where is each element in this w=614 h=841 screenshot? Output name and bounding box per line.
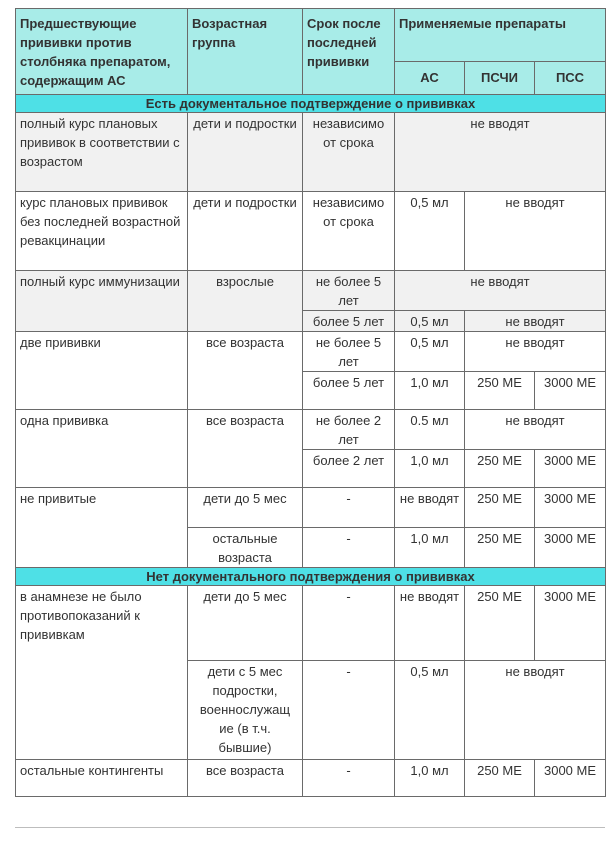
- cell-pss: 3000 МЕ: [535, 760, 606, 797]
- section-documented: Есть документальное подтверждение о прививках: [16, 95, 606, 113]
- header-pschi: ПСЧИ: [465, 62, 535, 95]
- cell-ac: 0.5 мл: [395, 410, 465, 450]
- cell-pschi: 250 МЕ: [465, 586, 535, 661]
- cell-ac: 0,5 мл: [395, 661, 465, 760]
- cell-pss: 3000 МЕ: [535, 528, 606, 568]
- cell-previous: две прививки: [16, 332, 188, 410]
- cell-previous: полный курс плановых прививок в соответствии с возрастом: [16, 113, 188, 192]
- header-drugs-used: Применяемые препараты: [395, 9, 606, 62]
- cell-ac: 0,5 мл: [395, 311, 465, 332]
- cell-term: более 5 лет: [303, 311, 395, 332]
- header-age-group: Возрастная группа: [188, 9, 303, 95]
- cell-term: не более 5 лет: [303, 332, 395, 372]
- table-row: [16, 488, 606, 528]
- cell-drugs: не вводят: [465, 332, 606, 372]
- cell-term: более 2 лет: [303, 450, 395, 488]
- cell-ac: не вводят: [395, 488, 465, 528]
- cell-term: -: [303, 661, 395, 760]
- cell-age: дети до 5 мес: [188, 488, 303, 528]
- cell-pss: 3000 МЕ: [535, 488, 606, 528]
- cell-term: более 5 лет: [303, 372, 395, 410]
- cell-ac: 1,0 мл: [395, 450, 465, 488]
- cell-term: не более 2 лет: [303, 410, 395, 450]
- cell-previous: остальные контингенты: [16, 760, 188, 797]
- table-row: [16, 113, 606, 192]
- section-undocumented: Нет документального подтверждения о прививках: [16, 568, 606, 586]
- cell-term: не более 5 лет: [303, 271, 395, 311]
- cell-pschi: 250 МЕ: [465, 450, 535, 488]
- cell-age: взрослые: [188, 271, 303, 332]
- cell-ac: 1,0 мл: [395, 760, 465, 797]
- cell-pss: 3000 МЕ: [535, 586, 606, 661]
- cell-age: все возраста: [188, 332, 303, 410]
- cell-age: остальные возраста: [188, 528, 303, 568]
- cell-term: -: [303, 488, 395, 528]
- table-row: [16, 332, 606, 372]
- header-time-since-last: Срок после последней прививки: [303, 9, 395, 95]
- header-pss: ПСС: [535, 62, 606, 95]
- table-row: [16, 760, 606, 797]
- cell-drugs: не вводят: [395, 271, 606, 311]
- cell-previous: полный курс иммунизации: [16, 271, 188, 332]
- cell-term: независимо от срока: [303, 192, 395, 271]
- cell-drugs: не вводят: [395, 113, 606, 192]
- vaccination-table: [15, 8, 606, 797]
- cell-drugs: не вводят: [465, 192, 606, 271]
- cell-pschi: 250 МЕ: [465, 528, 535, 568]
- header-previous-vaccinations: Предшествующие прививки против столбняка препаратом, содержащим АС: [16, 9, 188, 95]
- cell-pss: 3000 МЕ: [535, 450, 606, 488]
- header-ac: АС: [395, 62, 465, 95]
- cell-age: дети и подростки: [188, 113, 303, 192]
- cell-pschi: 250 МЕ: [465, 372, 535, 410]
- cell-term: независимо от срока: [303, 113, 395, 192]
- bottom-divider: [15, 827, 605, 828]
- cell-previous: одна прививка: [16, 410, 188, 488]
- cell-drugs: не вводят: [465, 661, 606, 760]
- table-row: [16, 410, 606, 450]
- cell-ac: не вводят: [395, 586, 465, 661]
- cell-drugs: не вводят: [465, 410, 606, 450]
- cell-pss: 3000 МЕ: [535, 372, 606, 410]
- cell-age: дети до 5 мес: [188, 586, 303, 661]
- cell-pschi: 250 МЕ: [465, 760, 535, 797]
- table-row: [16, 271, 606, 311]
- header-row: [16, 9, 606, 62]
- cell-term: -: [303, 528, 395, 568]
- cell-previous: в анамнезе не было противопоказаний к прививкам: [16, 586, 188, 760]
- cell-drugs: не вводят: [465, 311, 606, 332]
- cell-age: все возраста: [188, 410, 303, 488]
- section-row: [16, 95, 606, 113]
- cell-age: дети с 5 мес подростки, военнослужащ ие (в т.ч. бывшие): [188, 661, 303, 760]
- cell-ac: 0,5 мл: [395, 332, 465, 372]
- cell-pschi: 250 МЕ: [465, 488, 535, 528]
- section-row: [16, 568, 606, 586]
- cell-ac: 1,0 мл: [395, 372, 465, 410]
- table-row: [16, 192, 606, 271]
- cell-term: -: [303, 586, 395, 661]
- table-row: [16, 586, 606, 661]
- cell-age: все возраста: [188, 760, 303, 797]
- cell-ac: 0,5 мл: [395, 192, 465, 271]
- cell-ac: 1,0 мл: [395, 528, 465, 568]
- cell-term: -: [303, 760, 395, 797]
- cell-previous: курс плановых прививок без последней возрастной ревакцинации: [16, 192, 188, 271]
- cell-age: дети и подростки: [188, 192, 303, 271]
- cell-previous: не привитые: [16, 488, 188, 568]
